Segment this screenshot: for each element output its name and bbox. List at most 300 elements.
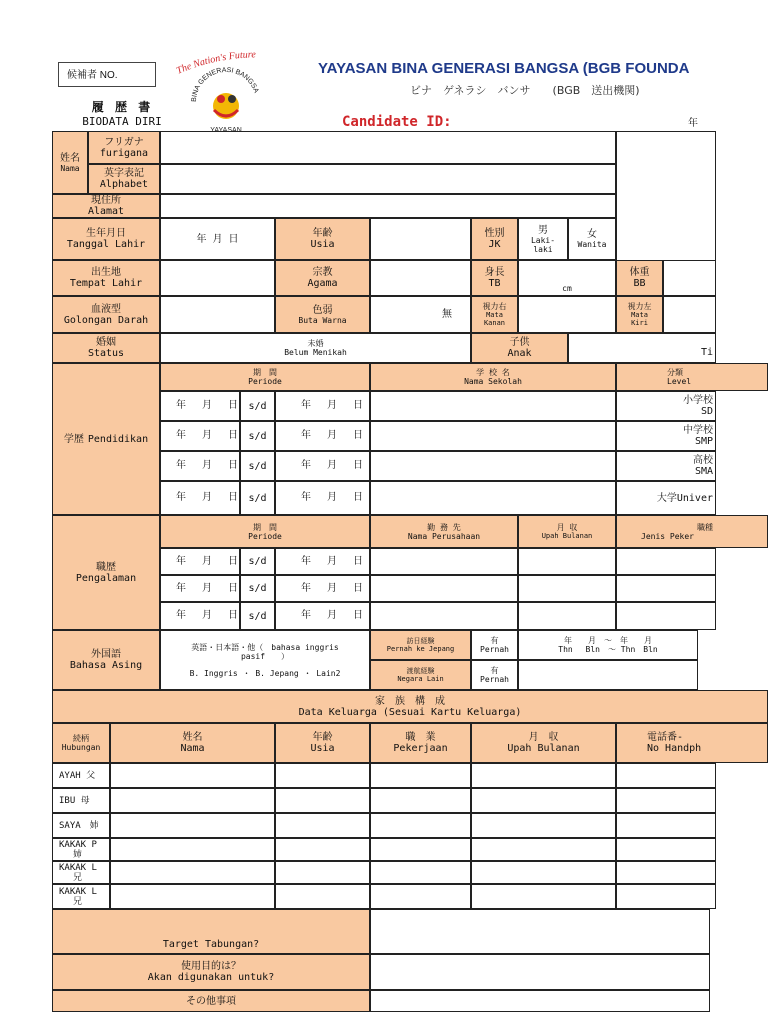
work-from-date-part-2: 日: [228, 610, 238, 621]
furigana-label: [88, 131, 160, 164]
edu-to-date-part-2: 日: [353, 492, 363, 503]
edu-to-date-part-1: 月: [327, 492, 337, 503]
edu-level-cell: [616, 391, 716, 421]
family-header-jp: 姓名: [182, 732, 203, 743]
weight-label-id: BB: [633, 278, 646, 289]
work-job-header: [616, 515, 768, 548]
abroad-label: [370, 660, 471, 690]
work-job-id: Jenis Peker: [641, 531, 694, 541]
colorblind-field[interactable]: [370, 296, 471, 333]
address-label: [52, 194, 160, 218]
edu-period-id: Periode: [248, 377, 282, 386]
work-company-id: Nama Perusahaan: [407, 531, 481, 541]
edu-level-cell: [616, 451, 716, 481]
family-relation-l1: SAYA 姉: [59, 820, 99, 831]
family-header-id: Usia: [310, 743, 335, 754]
family-header-jp: 年齢: [312, 732, 333, 743]
family-field[interactable]: [275, 763, 370, 788]
colorblind-label-jp: 色弱: [312, 304, 333, 316]
family-field[interactable]: [370, 884, 471, 909]
abroad-period[interactable]: [518, 660, 698, 690]
family-field[interactable]: [370, 763, 471, 788]
edu-period-jp: 期 間: [253, 368, 277, 377]
edu-from-date[interactable]: [160, 391, 240, 421]
family-field[interactable]: [616, 788, 716, 813]
usage-label: [52, 954, 370, 990]
edu-to-date-part-0: 年: [301, 430, 311, 441]
family-header-cell: [52, 723, 110, 763]
edu-level-header: [616, 363, 768, 391]
edu-period-header: [160, 363, 370, 391]
visit-have-jp: 有: [490, 636, 499, 645]
family-field[interactable]: [616, 763, 716, 788]
family-relation-l1: KAKAK L: [59, 862, 97, 873]
male-id2: laki: [533, 244, 553, 254]
age-label: [275, 218, 370, 260]
sex-male-option[interactable]: [518, 218, 568, 260]
family-field[interactable]: [370, 813, 471, 838]
family-field[interactable]: [110, 884, 275, 909]
work-job-field[interactable]: [616, 575, 716, 602]
name-label: [52, 131, 88, 194]
work-sd-cell: [240, 575, 275, 602]
height-label: [471, 260, 518, 296]
family-field[interactable]: [275, 788, 370, 813]
edu-from-date-part-0: 年: [176, 460, 186, 471]
logo-graphic: [174, 44, 284, 136]
edu-from-date-part-0: 年: [176, 430, 186, 441]
family-relation: [52, 884, 110, 909]
family-field[interactable]: [110, 788, 275, 813]
male-id1: Laki-: [530, 235, 556, 245]
children-value: Ti: [700, 347, 713, 358]
edu-school-field[interactable]: [370, 421, 616, 451]
address-label-id: Alamat: [87, 206, 125, 217]
work-salary-field[interactable]: [518, 575, 616, 602]
edu-from-date-part-1: 月: [202, 460, 212, 471]
birthplace-field[interactable]: [160, 260, 275, 296]
furigana-label-id: furigana: [99, 147, 149, 159]
dob-field[interactable]: [160, 218, 275, 260]
visit-japan-have[interactable]: [471, 630, 518, 660]
sex-label-jp: 性別: [484, 228, 505, 239]
edu-level-jp: 高校: [693, 455, 713, 466]
edu-sd-cell: [240, 481, 275, 515]
target-savings-label: [52, 909, 370, 954]
work-to-date[interactable]: [285, 602, 365, 630]
children-field[interactable]: [568, 333, 716, 363]
family-relation: [52, 788, 110, 813]
family-field[interactable]: [110, 838, 275, 861]
eye-left-label-id1: Mata: [631, 311, 648, 319]
alphabet-label-jp: 英字表記: [104, 168, 144, 179]
edu-level-jp: 大学Univer: [656, 492, 713, 504]
edu-from-date-part-2: 日: [228, 400, 238, 411]
edu-school-id: Nama Sekolah: [464, 377, 522, 386]
edu-sd-label: s/d: [248, 460, 267, 472]
edu-level-id: SMA: [694, 466, 713, 477]
visit-japan-jp: 訪日経験: [406, 637, 435, 645]
family-header-jp: 職 業: [405, 732, 436, 743]
usage-jp: 使用目的は？: [181, 961, 241, 972]
candidate-no-label: 候補者 NO.: [67, 70, 118, 81]
visit-japan-label: [370, 630, 471, 660]
family-header-cell: [471, 723, 616, 763]
edu-sd-label: s/d: [248, 400, 267, 412]
family-field[interactable]: [275, 838, 370, 861]
visit-japan-period[interactable]: [518, 630, 698, 660]
edu-from-date-part-0: 年: [176, 492, 186, 503]
work-period-jp: 期 間: [253, 522, 277, 532]
language-options-pasif: pasif ）: [240, 651, 290, 661]
eye-left-label-id2: Kiri: [631, 319, 648, 327]
family-relation-l1: IBU 母: [59, 795, 90, 806]
education-label-jp: 学歴: [63, 433, 84, 445]
alphabet-label-id: Alphabet: [99, 179, 149, 190]
edu-level-jp: 中学校: [683, 425, 713, 436]
work-sd-cell: [240, 548, 275, 575]
height-field[interactable]: [518, 260, 616, 296]
abroad-have-id: Pernah: [480, 675, 509, 684]
religion-label-jp: 宗教: [312, 267, 333, 278]
work-to-date-part-2: 日: [353, 583, 363, 594]
work-sd-label: s/d: [248, 556, 267, 567]
dob-value: 年 月 日: [196, 233, 239, 245]
work-to-date-part-2: 日: [353, 556, 363, 567]
sex-label-id: JK: [488, 239, 501, 250]
work-job-field[interactable]: [616, 548, 716, 575]
education-label: [52, 363, 160, 515]
visit-japan-id: Pernah ke Jepang: [386, 645, 455, 653]
logo-ring-text: BINA GENERASI BANGSA: [190, 66, 260, 103]
family-field[interactable]: [275, 861, 370, 884]
family-header-jp: 月 収: [528, 732, 559, 743]
family-field[interactable]: [370, 838, 471, 861]
work-company-field[interactable]: [370, 548, 518, 575]
edu-level-jp: 小学校: [683, 395, 713, 406]
work-from-date-part-0: 年: [176, 583, 186, 594]
foundation-name-kana: ビナ ゲネラシ バンサ (BGB 送出機関): [410, 84, 640, 97]
work-to-date-part-1: 月: [327, 610, 337, 621]
family-field[interactable]: [616, 861, 716, 884]
family-relation: [52, 838, 110, 861]
work-from-date-part-2: 日: [228, 583, 238, 594]
edu-to-date-part-0: 年: [301, 492, 311, 503]
language-label: [52, 630, 160, 690]
edu-school-field[interactable]: [370, 481, 616, 515]
work-job-field[interactable]: [616, 602, 716, 630]
birthplace-label-id: Tempat Lahir: [69, 278, 143, 289]
family-field[interactable]: [370, 788, 471, 813]
visit-period-id: Thn Bln ～ Thn Bln: [558, 645, 658, 654]
work-salary-field[interactable]: [518, 602, 616, 630]
colorblind-label-id: Buta Warna: [298, 315, 347, 325]
edu-level-id: SMP: [694, 436, 713, 447]
work-label: [52, 515, 160, 630]
work-label-id: Pengalaman: [75, 572, 137, 584]
height-label-id: TB: [488, 278, 501, 289]
eye-left-field[interactable]: [663, 296, 716, 333]
weight-label-jp: 体重: [629, 267, 650, 278]
form-title-id: BIODATA DIRI: [82, 115, 162, 128]
education-label-id: Pendidikan: [87, 433, 149, 445]
religion-label: [275, 260, 370, 296]
family-header-id: Pekerjaan: [393, 743, 448, 754]
edu-from-date-part-1: 月: [202, 400, 212, 411]
eye-left-label-jp: 視力左: [627, 302, 652, 311]
family-relation: [52, 763, 110, 788]
edu-to-date-part-0: 年: [301, 400, 311, 411]
abroad-have[interactable]: [471, 660, 518, 690]
eye-right-field[interactable]: [518, 296, 616, 333]
female-id: Wanita: [577, 240, 607, 249]
children-label-id: Anak: [507, 348, 532, 359]
edu-school-field[interactable]: [370, 391, 616, 421]
colorblind-value: 無: [442, 309, 452, 320]
edu-to-date[interactable]: [285, 481, 365, 515]
language-label-id: Bahasa Asing: [69, 660, 143, 671]
work-from-date-part-2: 日: [228, 556, 238, 567]
edu-level-jp: 分類: [667, 368, 683, 377]
edu-sd-cell: [240, 451, 275, 481]
edu-to-date-part-2: 日: [353, 400, 363, 411]
work-to-date-part-0: 年: [301, 583, 311, 594]
family-field[interactable]: [110, 763, 275, 788]
abroad-jp: 渡航経験: [406, 667, 435, 675]
language-options[interactable]: [160, 630, 370, 690]
male-jp: 男: [538, 224, 548, 236]
family-header-id: Hubungan: [61, 743, 101, 752]
weight-field[interactable]: [663, 260, 716, 296]
eye-right-label-id1: Mata: [486, 311, 503, 319]
family-field[interactable]: [616, 813, 716, 838]
other-field[interactable]: [370, 990, 710, 1012]
foundation-logo: [174, 44, 284, 136]
visit-have-id: Pernah: [480, 645, 509, 654]
edu-to-date-part-1: 月: [327, 430, 337, 441]
family-title-jp: 家 族 構 成: [375, 695, 445, 707]
other-label: [52, 990, 370, 1012]
marital-value-jp: 未婚: [307, 339, 324, 348]
work-period-header: [160, 515, 370, 548]
marital-value-id: Belum Menikah: [284, 348, 347, 357]
birthplace-label-jp: 出生地: [91, 267, 121, 278]
family-relation-l2: 姉: [73, 849, 83, 860]
colorblind-label: [275, 296, 370, 333]
edu-from-date-part-2: 日: [228, 430, 238, 441]
sex-label: [471, 218, 518, 260]
target-savings-field[interactable]: [370, 909, 710, 954]
female-jp: 女: [587, 229, 597, 240]
family-field[interactable]: [471, 838, 616, 861]
family-header-id: Nama: [180, 743, 205, 754]
work-to-date[interactable]: [285, 575, 365, 602]
edu-from-date[interactable]: [160, 421, 240, 451]
age-label-id: Usia: [310, 239, 335, 250]
family-field[interactable]: [370, 861, 471, 884]
furigana-field[interactable]: [160, 131, 616, 164]
work-to-date-part-0: 年: [301, 610, 311, 621]
edu-to-date[interactable]: [285, 421, 365, 451]
work-to-date[interactable]: [285, 548, 365, 575]
work-period-id: Periode: [248, 531, 282, 541]
edu-to-date-part-2: 日: [353, 430, 363, 441]
edu-from-date[interactable]: [160, 481, 240, 515]
address-field[interactable]: [160, 194, 616, 218]
family-relation-l1: AYAH 父: [59, 770, 96, 781]
work-from-date-part-1: 月: [202, 610, 212, 621]
edu-sd-label: s/d: [248, 430, 267, 442]
religion-label-id: Agama: [307, 278, 338, 289]
edu-to-date[interactable]: [285, 451, 365, 481]
dob-label-jp: 生年月日: [86, 228, 126, 239]
dob-label-id: Tanggal Lahir: [66, 239, 146, 250]
visit-period-jp: 年 月 ～ 年 月: [564, 636, 652, 645]
religion-field[interactable]: [370, 260, 471, 296]
edu-to-date-part-1: 月: [327, 400, 337, 411]
eye-left-label: [616, 296, 663, 333]
work-salary-jp: 月 収: [556, 523, 578, 532]
name-label-id: Nama: [60, 163, 80, 173]
work-company-field[interactable]: [370, 602, 518, 630]
work-sd-label: s/d: [248, 583, 267, 594]
edu-school-field[interactable]: [370, 451, 616, 481]
right-edge-char: 年: [688, 118, 698, 129]
family-header-jp: 続柄: [73, 734, 89, 743]
address-label-jp: 現住所: [91, 195, 121, 206]
edu-from-date-part-1: 月: [202, 430, 212, 441]
family-relation: [52, 813, 110, 838]
edu-level-cell: [616, 421, 716, 451]
family-field[interactable]: [471, 861, 616, 884]
eye-right-label: [471, 296, 518, 333]
work-salary-field[interactable]: [518, 548, 616, 575]
family-title-id: Data Keluarga (Sesuai Kartu Keluarga): [298, 706, 522, 718]
work-label-jp: 職歴: [96, 561, 116, 573]
work-to-date-part-1: 月: [327, 583, 337, 594]
blood-field[interactable]: [160, 296, 275, 333]
sex-female-option[interactable]: [568, 218, 616, 260]
marital-label-id: Status: [87, 348, 125, 359]
birthplace-label: [52, 260, 160, 296]
family-header-cell: [370, 723, 471, 763]
family-field[interactable]: [616, 838, 716, 861]
edu-to-date-part-1: 月: [327, 460, 337, 471]
edu-to-date-part-2: 日: [353, 460, 363, 471]
work-from-date[interactable]: [160, 548, 240, 575]
edu-from-date-part-0: 年: [176, 400, 186, 411]
dob-label: [52, 218, 160, 260]
marital-label: [52, 333, 160, 363]
language-label-jp: 外国語: [91, 649, 121, 660]
edu-level-id: SD: [700, 406, 713, 417]
candidate-id-label: Candidate ID:: [342, 114, 452, 130]
age-label-jp: 年齢: [312, 228, 333, 239]
work-from-date-part-1: 月: [202, 583, 212, 594]
target-savings-text: Target Tabungan?: [162, 939, 260, 950]
family-header-id: No Handph: [647, 743, 702, 754]
work-salary-id: Upah Bulanan: [541, 532, 593, 540]
family-field[interactable]: [471, 884, 616, 909]
family-field[interactable]: [471, 788, 616, 813]
work-from-date-part-1: 月: [202, 556, 212, 567]
work-from-date-part-0: 年: [176, 610, 186, 621]
family-header-jp: 電話番-: [647, 732, 684, 743]
family-relation-l2: 兄: [73, 872, 83, 883]
furigana-label-jp: フリガナ: [104, 136, 144, 148]
blood-label: [52, 296, 160, 333]
family-header-id: Upah Bulanan: [507, 743, 580, 754]
blood-label-id: Golongan Darah: [63, 314, 149, 326]
edu-school-jp: 学 校 名: [476, 368, 510, 377]
weight-label: [616, 260, 663, 296]
usage-id: Akan digunakan untuk?: [147, 972, 275, 983]
alphabet-field[interactable]: [160, 164, 616, 194]
edu-to-date-part-0: 年: [301, 460, 311, 471]
usage-field[interactable]: [370, 954, 710, 990]
edu-to-date[interactable]: [285, 391, 365, 421]
family-field[interactable]: [275, 884, 370, 909]
form-title: [80, 98, 164, 128]
work-company-header: [370, 515, 518, 548]
work-from-date[interactable]: [160, 602, 240, 630]
candidate-no-box: [58, 62, 156, 87]
name-label-jp: 姓名: [60, 152, 80, 164]
edu-sd-label: s/d: [248, 492, 267, 504]
edu-sd-cell: [240, 391, 275, 421]
logo-slogan: The Nation's Future: [174, 49, 256, 77]
eye-right-label-jp: 視力右: [482, 302, 507, 311]
family-field[interactable]: [110, 813, 275, 838]
age-field[interactable]: [370, 218, 471, 260]
foundation-name: YAYASAN BINA GENERASI BANGSA (BGB FOUNDA: [318, 60, 690, 77]
family-field[interactable]: [616, 884, 716, 909]
edu-sd-cell: [240, 421, 275, 451]
family-relation-l2: 兄: [73, 896, 83, 907]
work-from-date-part-0: 年: [176, 556, 186, 567]
form-title-jp: 履 歴 書: [91, 100, 153, 114]
family-header-cell: [110, 723, 275, 763]
work-to-date-part-0: 年: [301, 556, 311, 567]
height-label-jp: 身長: [484, 267, 505, 278]
edu-from-date-part-2: 日: [228, 492, 238, 503]
family-header-cell: [616, 723, 768, 763]
work-from-date[interactable]: [160, 575, 240, 602]
blood-label-jp: 血液型: [91, 303, 121, 315]
marital-label-jp: 婚姻: [96, 337, 116, 348]
edu-from-date[interactable]: [160, 451, 240, 481]
alphabet-label: [88, 164, 160, 194]
work-company-field[interactable]: [370, 575, 518, 602]
edu-from-date-part-1: 月: [202, 492, 212, 503]
logo-bottom-text: YAYASAN: [210, 127, 242, 134]
family-header-cell: [275, 723, 370, 763]
language-options-id: B. Inggris ・ B. Jepang ・ Lain2: [189, 668, 341, 678]
family-field[interactable]: [275, 813, 370, 838]
abroad-id: Negara Lain: [397, 675, 444, 683]
family-relation: [52, 861, 110, 884]
work-job-jp: 職種: [697, 522, 713, 532]
family-field[interactable]: [471, 813, 616, 838]
work-salary-header: [518, 515, 616, 548]
work-company-jp: 勤 務 先: [427, 522, 461, 532]
family-title: [52, 690, 768, 723]
edu-from-date-part-2: 日: [228, 460, 238, 471]
family-field[interactable]: [471, 763, 616, 788]
family-field[interactable]: [110, 861, 275, 884]
height-unit: cm: [562, 284, 572, 293]
marital-field[interactable]: [160, 333, 471, 363]
